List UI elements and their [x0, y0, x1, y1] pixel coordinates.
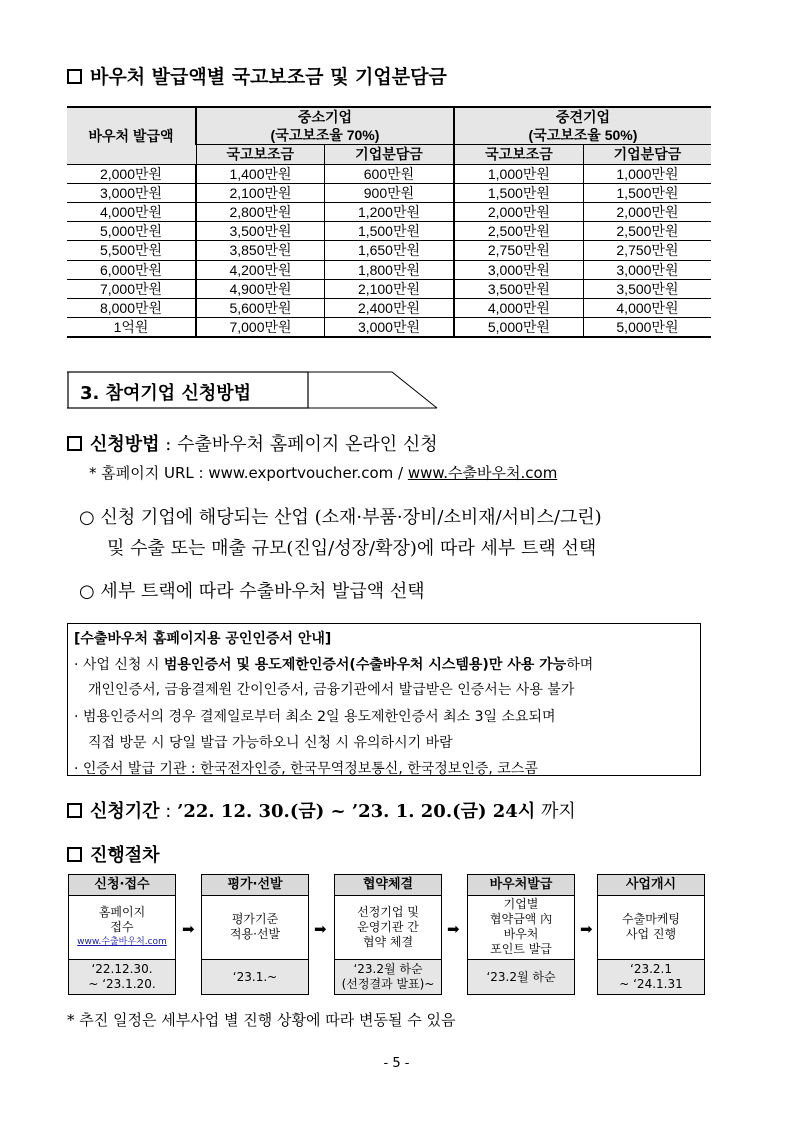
checkbox-square-icon — [67, 436, 82, 451]
table-cell: 600만원 — [325, 164, 454, 183]
table-cell: 1,400만원 — [196, 164, 325, 183]
table-cell: 1,000만원 — [583, 164, 711, 183]
table-cell: 4,900만원 — [196, 279, 325, 298]
notice-line-3: · 범용인증서의 경우 결제일로부터 최소 2일 용도제한인증서 최소 3일 소요되며 — [74, 709, 556, 725]
table-cell: 1억원 — [67, 318, 196, 338]
step-agreement: 협약체결 선정기업 및 운영기관 간 협약 체결 ‘23.2월 하순 (선정결과 발표)~ — [334, 874, 442, 995]
step-apply: 신청·접수 홈페이지 접수 www.수출바우처.com ‘22.12.30. ~ ‘23.1.20. — [68, 874, 176, 995]
bullet-voucher-amount: ○ 세부 트랙에 따라 수출바우처 발급액 선택 — [79, 581, 425, 602]
checkbox-square-icon — [67, 847, 82, 862]
table-cell: 3,000만원 — [67, 183, 196, 202]
step-evaluate: 평가·선발 평가기준 적용·선발 ‘23.1.~ — [201, 874, 309, 995]
table-cell: 4,000만원 — [67, 203, 196, 222]
table-cell: 5,000만원 — [67, 222, 196, 241]
table-cell: 4,200만원 — [196, 260, 325, 279]
step-start-project: 사업개시 수출마케팅 사업 진행 ‘23.2.1 ~ ‘24.1.31 — [597, 874, 705, 995]
homepage-url-line: * 홈페이지 URL : www.exportvoucher.com / www.수출바우처.com — [89, 464, 558, 482]
notice-line-1: · 사업 신청 시 범용인증서 및 용도제한인증서(수출바우처 시스템용)만 사용 가능하며 — [74, 657, 594, 673]
checkbox-square-icon — [67, 69, 82, 84]
table-cell: 2,000만원 — [583, 203, 711, 222]
table-cell: 2,500만원 — [583, 222, 711, 241]
table-row — [67, 318, 711, 338]
application-period-line: 신청기간 : ’22. 12. 30.(금) ~ ’23. 1. 20.(금) 24시 까지 — [67, 797, 576, 823]
table-row — [67, 299, 711, 318]
grant-section-title: 바우처 발급액별 국고보조금 및 기업분담금 — [67, 62, 447, 89]
table-row — [67, 222, 711, 241]
checkbox-square-icon — [67, 803, 82, 818]
table-cell: 3,000만원 — [454, 260, 583, 279]
table-cell: 3,000만원 — [325, 318, 454, 338]
table-cell: 1,200만원 — [325, 203, 454, 222]
arrow-right-icon: ➡ — [314, 920, 327, 938]
table-cell: 3,000만원 — [583, 260, 711, 279]
table-cell: 1,500만원 — [454, 183, 583, 202]
table-cell: 3,850만원 — [196, 241, 325, 260]
table-cell: 3,500만원 — [196, 222, 325, 241]
table-cell: 4,000만원 — [454, 299, 583, 318]
table-cell: 2,500만원 — [454, 222, 583, 241]
bullet-industry: ○ 신청 기업에 해당되는 산업 (소재·부품·장비/소비재/서비스/그린) — [79, 507, 602, 528]
step-voucher-issue: 바우처발급 기업별 협약금액 內 바우처 포인트 발급 ‘23.2월 하순 — [467, 874, 575, 995]
table-cell: 2,750만원 — [454, 241, 583, 260]
table-cell: 900만원 — [325, 183, 454, 202]
table-row — [67, 279, 711, 298]
section3-banner — [67, 371, 439, 409]
voucher-url-link[interactable]: www.수출바우처.com — [407, 464, 558, 482]
table-row — [67, 203, 711, 222]
notice-line-4: 직접 방문 시 당일 발급 가능하오니 신청 시 유의하시기 바람 — [88, 735, 453, 751]
table-cell: 2,400만원 — [325, 299, 454, 318]
table-cell: 5,000만원 — [583, 318, 711, 338]
schedule-footnote: * 추진 일정은 세부사업 별 진행 상황에 따라 변동될 수 있음 — [67, 1011, 456, 1029]
table-cell: 1,650만원 — [325, 241, 454, 260]
col-mid-company: 기업분담금 — [583, 145, 711, 164]
col-voucher-amount: 바우처 발급액 — [67, 107, 196, 164]
table-cell: 2,800만원 — [196, 203, 325, 222]
step-url[interactable]: www.수출바우처.com — [77, 936, 167, 947]
table-cell: 4,000만원 — [583, 299, 711, 318]
section3-title: 3. 참여기업 신청방법 — [80, 383, 251, 404]
col-sme-gov: 국고보조금 — [196, 145, 325, 164]
table-cell: 7,000만원 — [67, 279, 196, 298]
table-cell: 8,000만원 — [67, 299, 196, 318]
notice-line-2: 개인인증서, 금융결제원 간이인증서, 금융기관에서 발급받은 인증서는 사용 불가 — [88, 682, 575, 698]
table-cell: 2,750만원 — [583, 241, 711, 260]
table-row — [67, 241, 711, 260]
col-midsize: 중견기업 (국고보조율 50%) — [454, 107, 711, 145]
table-row — [67, 260, 711, 279]
arrow-right-icon: ➡ — [580, 920, 593, 938]
table-cell: 2,100만원 — [325, 279, 454, 298]
notice-line-5: · 인증서 발급 기관 : 한국전자인증, 한국무역정보통신, 한국정보인증, 코스콤 — [74, 761, 538, 777]
bullet-industry-cont: 및 수출 또는 매출 규모(진입/성장/확장)에 따라 세부 트랙 선택 — [107, 538, 597, 559]
grant-table — [67, 106, 711, 338]
table-cell: 7,000만원 — [196, 318, 325, 338]
table-row — [67, 164, 711, 183]
table-cell: 5,600만원 — [196, 299, 325, 318]
table-cell: 2,000만원 — [454, 203, 583, 222]
page-number: - 5 - — [383, 1056, 410, 1071]
table-cell: 2,100만원 — [196, 183, 325, 202]
table-cell: 2,000만원 — [67, 164, 196, 183]
apply-method-line: 신청방법 : 수출바우처 홈페이지 온라인 신청 — [67, 430, 438, 456]
procedure-title: 진행절차 — [67, 841, 160, 867]
col-sme: 중소기업 (국고보조율 70%) — [196, 107, 454, 145]
arrow-right-icon: ➡ — [447, 920, 460, 938]
col-mid-gov: 국고보조금 — [454, 145, 583, 164]
table-cell: 1,500만원 — [325, 222, 454, 241]
table-cell: 5,500만원 — [67, 241, 196, 260]
notice-title: [수출바우처 홈페이지용 공인인증서 안내] — [74, 631, 332, 647]
table-cell: 3,500만원 — [583, 279, 711, 298]
table-cell: 1,000만원 — [454, 164, 583, 183]
table-row — [67, 183, 711, 202]
arrow-right-icon: ➡ — [182, 920, 195, 938]
col-sme-company: 기업분담금 — [325, 145, 454, 164]
certificate-notice-box — [67, 623, 701, 776]
table-cell: 3,500만원 — [454, 279, 583, 298]
table-cell: 1,500만원 — [583, 183, 711, 202]
table-cell: 6,000만원 — [67, 260, 196, 279]
table-cell: 1,800만원 — [325, 260, 454, 279]
table-cell: 5,000만원 — [454, 318, 583, 338]
